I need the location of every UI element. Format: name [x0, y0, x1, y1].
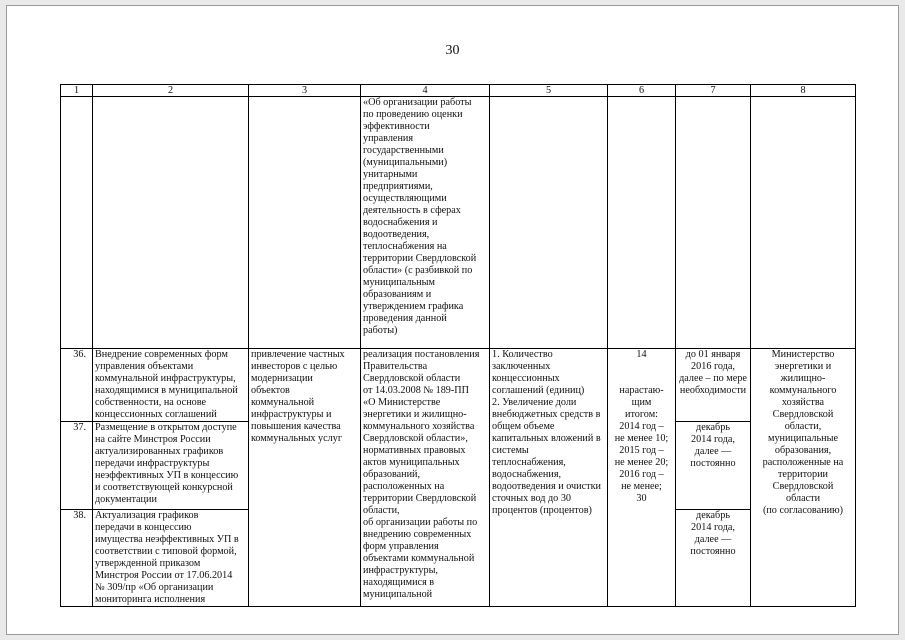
table-cell-responsible: Министерство энергетики и жилищно- коммунального хозяйства Свердловской области, муниципальные образования, расположенные на территории Свердловской области (по согласованию) — [751, 349, 856, 607]
page-number: 30 — [445, 43, 460, 58]
table-cell — [93, 97, 249, 349]
plan-table — [60, 84, 856, 607]
table-cell-event: Актуализация графиков передачи в концессию имущества неэффективных УП в соответствии с типовой формой, утвержденной приказом Минстроя России от 17.06.2014 № 309/пр «Об организации мониторинга исполнения — [93, 510, 249, 607]
table-cell — [608, 97, 676, 349]
row-number: 37. — [61, 422, 93, 510]
header-cell: 1 — [61, 85, 93, 97]
row-number: 38. — [61, 510, 93, 607]
table-cell-deadline: до 01 января 2016 года, далее – по мере необходимости — [676, 349, 751, 422]
table-cell-goal: привлечение частных инвесторов с целью модернизации объектов коммунальной инфраструктуры и повышения качества коммунальных услуг — [249, 349, 361, 607]
document-page — [6, 5, 899, 635]
table-cell — [490, 97, 608, 349]
table-cell-event: Внедрение современных форм управления объектами коммунальной инфраструктуры, находящимися в муниципальной собственности, на основе концессионных соглашений — [93, 349, 249, 422]
table-row-36 — [61, 349, 856, 422]
header-cell: 6 — [608, 85, 676, 97]
table-row-continuation — [61, 97, 856, 349]
table-cell-measures: «Об организации работы по проведению оценки эффективности управления государственными (муниципальными) унитарными предприятиями, осуществляющими деятельность в сферах водоснабжения и водоотведения, теплоснабжения на территории Свердловской области» (с разбивкой по муниципальным образованиям и утверждением графика проведения данной работы) — [361, 97, 490, 349]
table-cell-deadline: декабрь 2014 года, далее — постоянно — [676, 510, 751, 607]
table-cell-measures: реализация постановления Правительства Свердловской области от 14.03.2008 № 189-ПП «О Министерстве энергетики и жилищно- коммунального хозяйства Свердловской области», нормативных правовых актов муниципальных образований, расположенных на территории Свердловской области, об организации работы по внедрению современных форм управления объектами коммунальной инфраструктуры, находящимися в муниципальной — [361, 349, 490, 607]
table-cell-indicators: 1. Количество заключенных концессионных соглашений (единиц) 2. Увеличение доли внебюджетных средств в общем объеме капитальных вложений в системы теплоснабжения, водоснабжения, водоотведения и очистки сточных вод до 30 процентов (процентов) — [490, 349, 608, 607]
header-cell: 8 — [751, 85, 856, 97]
table-cell-values: 14 нарастаю- щим итогом: 2014 год – не менее 10; 2015 год – не менее 20; 2016 год – не менее; 30 — [608, 349, 676, 607]
table-cell — [61, 97, 93, 349]
page-bottom-margin — [7, 624, 898, 634]
table-cell — [751, 97, 856, 349]
header-row — [61, 85, 856, 97]
header-cell: 5 — [490, 85, 608, 97]
row-number: 36. — [61, 349, 93, 422]
header-cell: 7 — [676, 85, 751, 97]
header-cell: 3 — [249, 85, 361, 97]
table-cell-deadline: декабрь 2014 года, далее — постоянно — [676, 422, 751, 510]
table-cell-event: Размещение в открытом доступе на сайте Минстроя России актуализированных графиков передачи инфраструктуры неэффективных УП в концессию и соответствующей конкурсной документации — [93, 422, 249, 510]
header-cell: 2 — [93, 85, 249, 97]
table-cell — [249, 97, 361, 349]
table-cell — [676, 97, 751, 349]
header-cell: 4 — [361, 85, 490, 97]
